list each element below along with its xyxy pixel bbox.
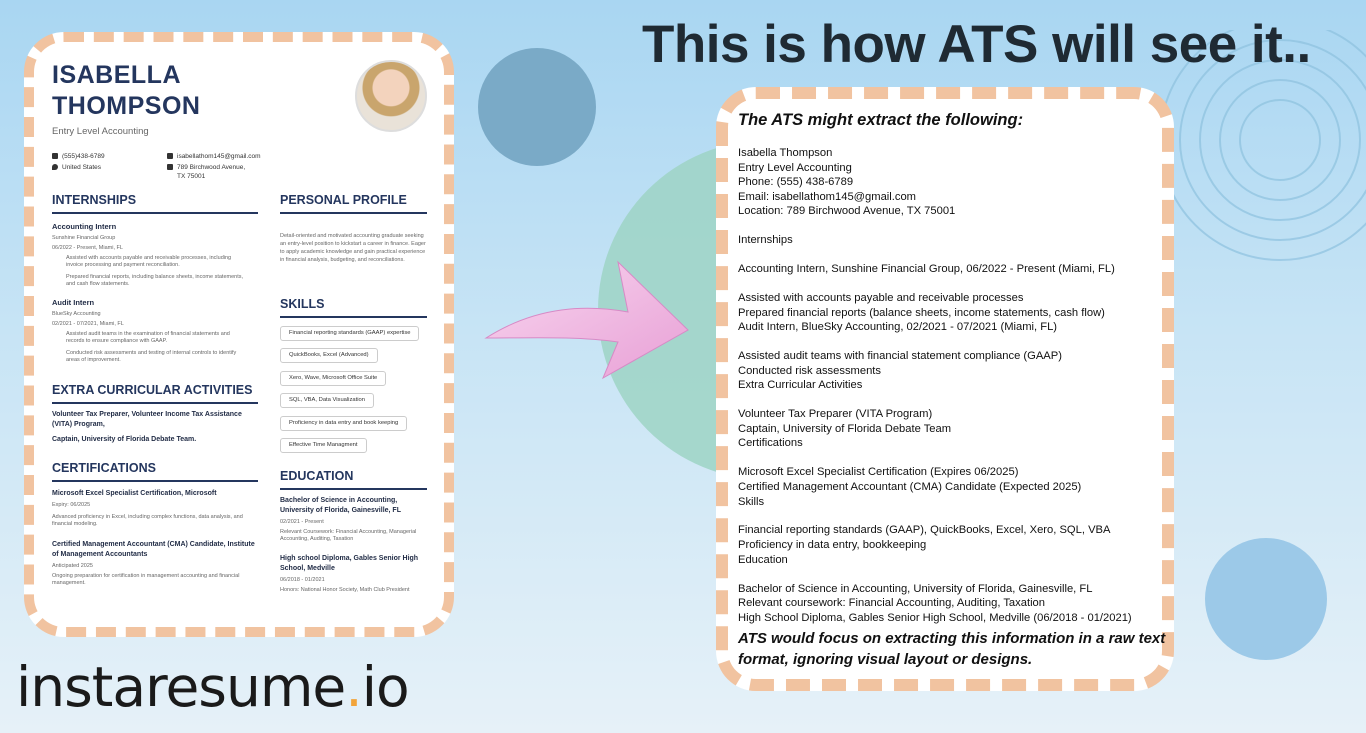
ats-line: Microsoft Excel Specialist Certification (Expires 06/2025) (738, 466, 1019, 478)
job1-title: Accounting Intern (52, 222, 117, 231)
ats-line: Certifications (738, 437, 803, 449)
cert2-desc: Ongoing preparation for certification in management accounting and financial management. (52, 573, 240, 586)
job1-dates: 06/2022 - Present, Miami, FL (52, 245, 123, 251)
cert1-title: Microsoft Excel Specialist Certification, Microsoft (52, 490, 217, 497)
address-contact: 789 Birchwood Avenue, TX 75001 (167, 163, 245, 181)
ats-line: Location: 789 Birchwood Avenue, TX 75001 (738, 205, 956, 217)
section-divider (52, 212, 258, 214)
section-divider (280, 212, 427, 214)
profile-photo (355, 60, 427, 132)
ats-line: Relevant coursework: Financial Accounting, Auditing, Taxation (738, 597, 1046, 609)
section-divider (52, 402, 258, 404)
job1-bullet1: Assisted with accounts payable and receivable processes, including invoice processing and payment reconciliation. (66, 255, 232, 268)
resume-role: Entry Level Accounting (52, 126, 149, 137)
job2-dates: 02/2021 - 07/2021, Miami, FL (52, 321, 124, 327)
ats-line: Entry Level Accounting (738, 162, 852, 174)
mail-icon (167, 153, 173, 159)
pink-arrow-icon (478, 250, 693, 390)
ats-line: Internships (738, 234, 793, 246)
job2-company: BlueSky Accounting (52, 311, 101, 317)
edu2-dates: 06/2018 - 01/2021 (280, 577, 325, 583)
location-contact: United States (52, 163, 101, 172)
edu2-title: High school Diploma, Gables Senior High School, Medville (280, 555, 419, 572)
email-contact: isabellathom145@gmail.com (167, 152, 261, 161)
cert1-date: Expiry: 06/2025 (52, 502, 91, 508)
skill-tag: Effective Time Managment (280, 438, 367, 453)
ats-line: Audit Intern, BlueSky Accounting, 02/2021 - 07/2021 (Miami, FL) (738, 321, 1058, 333)
ats-line: Assisted audit teams with financial statement compliance (GAAP) (738, 350, 1062, 362)
job2-bullet1: Assisted audit teams in the examination of financial statements and records to ensure compliance with GAAP. (66, 331, 230, 344)
ats-line: Phone: (555) 438-6789 (738, 176, 854, 188)
ats-line: Education (738, 554, 788, 566)
ats-line: Bachelor of Science in Accounting, University of Florida, Gainesville, FL (738, 583, 1093, 595)
ats-line: Isabella Thompson (738, 147, 833, 159)
job2-title: Audit Intern (52, 298, 95, 307)
phone-icon (52, 153, 58, 159)
section-divider (52, 480, 258, 482)
cert2-date: Anticipated 2025 (52, 563, 93, 569)
ats-line: Certified Management Accountant (CMA) Candidate (Expected 2025) (738, 481, 1082, 493)
location-pin-icon (52, 164, 58, 170)
skill-tag: Proficiency in data entry and book keeping (280, 416, 407, 431)
ats-line: Accounting Intern, Sunshine Financial Group, 06/2022 - Present (Miami, FL) (738, 263, 1115, 275)
skill-tag: Financial reporting standards (GAAP) expertise (280, 326, 419, 341)
extra-item2: Captain, University of Florida Debate Team. (52, 436, 197, 443)
resume-name: ISABELLA THOMPSON (52, 61, 201, 120)
skill-tag: SQL, VBA, Data Visualization (280, 393, 374, 408)
personal-profile-heading: PERSONAL PROFILE (280, 193, 407, 207)
education-heading: EDUCATION (280, 469, 354, 483)
edu1-desc: Relevant Coursework: Financial Accounting, Managerial Accounting, Auditing, Taxation (280, 529, 417, 542)
ats-line: Skills (738, 496, 765, 508)
ats-line: High School Diploma, Gables Senior High School, Medville (06/2018 - 01/2021) (738, 612, 1132, 624)
page-heading: This is how ATS will see it.. (642, 15, 1311, 74)
certifications-heading: CERTIFICATIONS (52, 461, 156, 475)
skill-tag: Xero, Wave, Microsoft Office Suite (280, 371, 386, 386)
profile-text: Detail-oriented and motivated accounting graduate seeking an entry-level position to kickstart a career in finance. Eager to apply academic knowledge and gain practical experience in financial analysis, budgeting, and reconciliations. (280, 233, 426, 263)
job1-bullet2: Prepared financial reports, including balance sheets, income statements, and cash flow statements. (66, 274, 244, 287)
instaresume-logo: instaresume.io (16, 655, 409, 719)
ats-line: Volunteer Tax Preparer (VITA Program) (738, 408, 933, 420)
job2-bullet2: Conducted risk assessments and testing of internal controls to identify areas of improvement. (66, 350, 237, 363)
ats-line: Captain, University of Florida Debate Team (738, 423, 952, 435)
extra-item1: Volunteer Tax Preparer, Volunteer Income Tax Assistance (VITA) Program, (52, 411, 242, 428)
ats-line: Conducted risk assessments (738, 365, 882, 377)
edu1-title: Bachelor of Science in Accounting, University of Florida, Gainesville, FL (280, 497, 401, 514)
ats-line: Email: isabellathom145@gmail.com (738, 191, 917, 203)
decorative-circle-right (1205, 538, 1327, 660)
phone-contact: (555)438-6789 (52, 152, 105, 161)
ats-line: Proficiency in data entry, bookkeeping (738, 539, 927, 551)
skills-heading: SKILLS (280, 297, 325, 311)
resume-document (40, 46, 434, 612)
ats-title: The ATS might extract the following: (738, 111, 1024, 129)
ats-footer-note: ATS would focus on extracting this information in a raw text format, ignoring visual layout or designs. (738, 630, 1166, 668)
section-divider (280, 488, 427, 490)
ats-line: Financial reporting standards (GAAP), QuickBooks, Excel, Xero, SQL, VBA (738, 524, 1111, 536)
cert2-title: Certified Management Accountant (CMA) Candidate, Institute of Management Accountants (52, 541, 255, 558)
cert1-desc: Advanced proficiency in Excel, including complex functions, data analysis, and financial modeling. (52, 514, 243, 527)
internships-heading: INTERNSHIPS (52, 193, 137, 207)
edu1-dates: 02/2021 - Present (280, 519, 324, 525)
edu2-desc: Honors: National Honor Society, Math Club President (280, 587, 410, 593)
decorative-circle-blue (478, 48, 596, 166)
ats-line: Prepared financial reports (balance sheets, income statements, cash flow) (738, 307, 1105, 319)
extra-curricular-heading: EXTRA CURRICULAR ACTIVITIES (52, 383, 253, 397)
home-icon (167, 164, 173, 170)
job1-company: Sunshine Financial Group (52, 235, 116, 241)
ats-line: Assisted with accounts payable and receivable processes (738, 292, 1024, 304)
skill-tag: QuickBooks, Excel (Advanced) (280, 348, 378, 363)
section-divider (280, 316, 427, 318)
ats-line: Extra Curricular Activities (738, 379, 863, 391)
